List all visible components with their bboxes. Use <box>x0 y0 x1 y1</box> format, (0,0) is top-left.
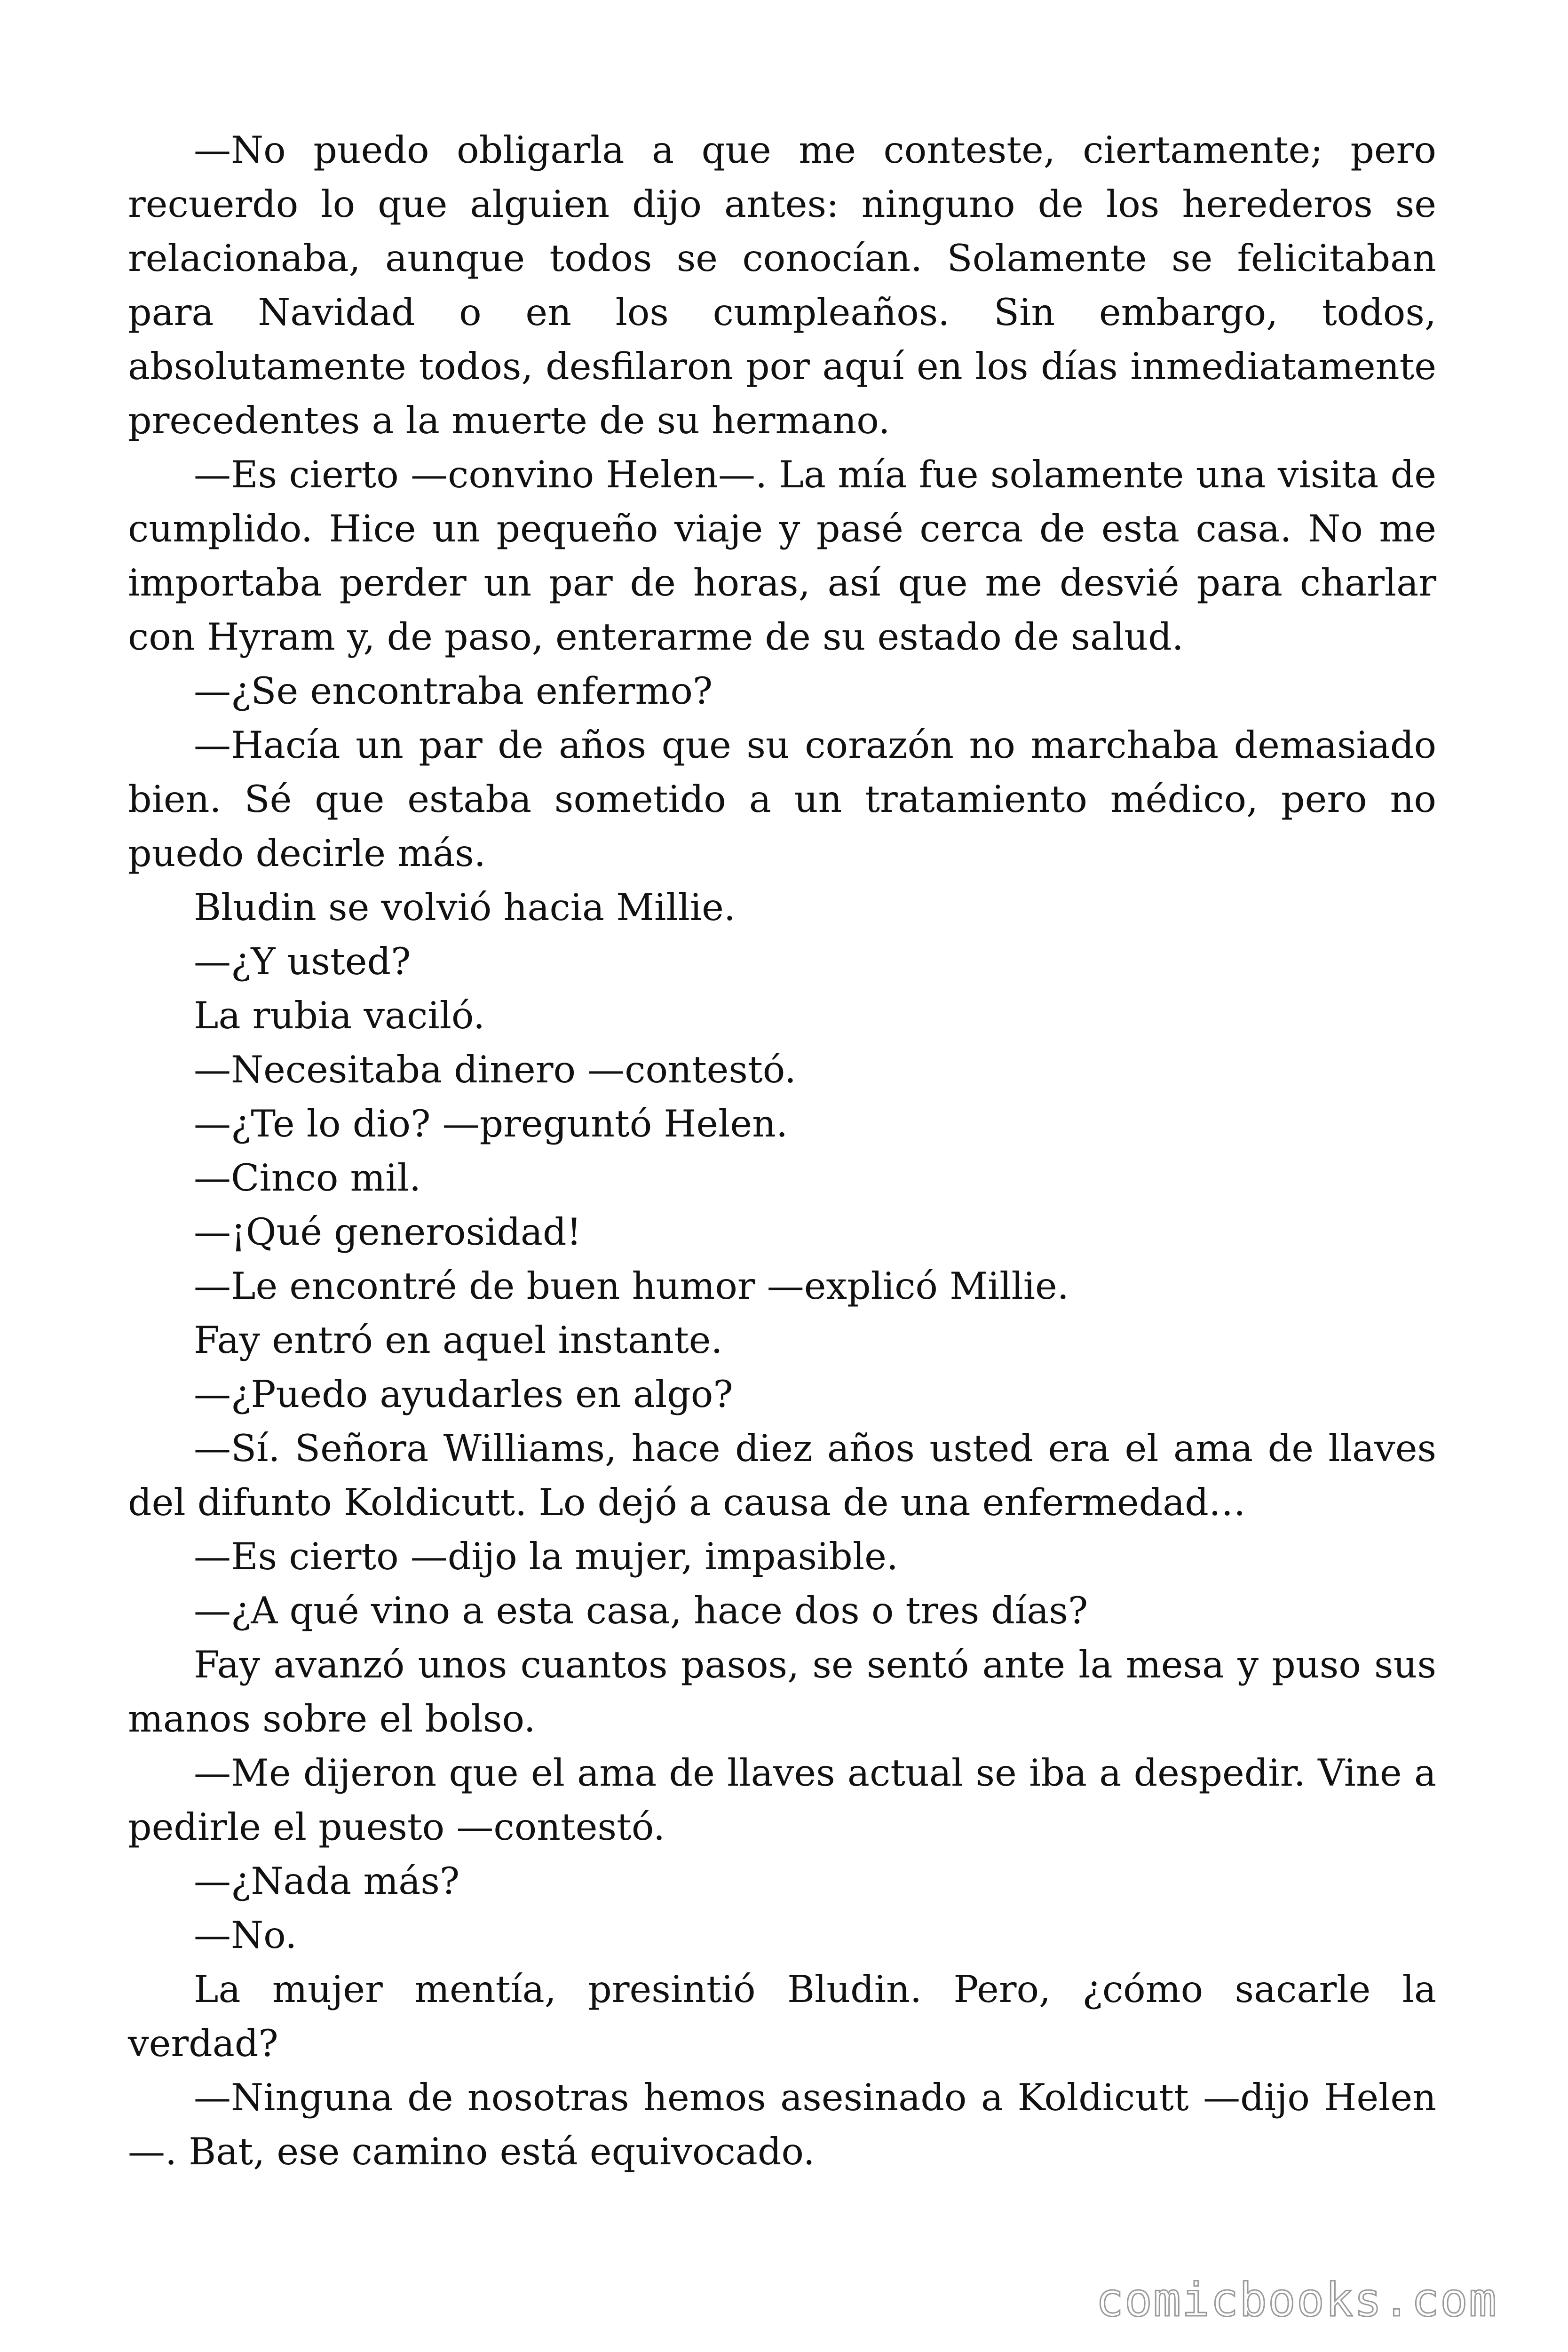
paragraph: —¿Se encontraba enfermo? <box>194 669 713 713</box>
paragraph: —¿A qué vino a esta casa, hace dos o tres días? <box>194 1589 1088 1632</box>
paragraph: —Sí. Señora Williams, hace diez años usted era el ama de llaves del difunto Koldicutt. Lo dejó a causa de una enfermedad… <box>128 1427 1436 1524</box>
paragraph: —¡Qué generosidad! <box>194 1210 582 1254</box>
paragraph: —Hacía un par de años que su corazón no marchaba demasiado bien. Sé que estaba sometido a un tratamiento médico, pero no puedo decirle más. <box>128 723 1436 875</box>
paragraph: —No. <box>194 1914 297 1957</box>
paragraph: —Le encontré de buen humor —explicó Millie. <box>194 1264 1069 1308</box>
paragraph: Fay avanzó unos cuantos pasos, se sentó ante la mesa y puso sus manos sobre el bolso. <box>128 1643 1436 1740</box>
paragraph: —Es cierto —convino Helen—. La mía fue solamente una visita de cumplido. Hice un pequeño viaje y pasé cerca de esta casa. No me importaba perder un par de horas, así que me desvié para charlar con Hyram y, de paso, enterarme de su estado de salud. <box>128 453 1436 659</box>
paragraph: —No puedo obligarla a que me conteste, ciertamente; pero recuerdo lo que alguien dijo antes: ninguno de los herederos se relacionaba, aunque todos se conocían. Solamente se felicitaban para Navidad o en los cumpleaños. Sin embargo, todos, absolutamente todos, desfilaron por aquí en los días inmediatamente precedentes a la muerte de su hermano. <box>128 128 1436 442</box>
watermark: comicbooks.com <box>1095 2273 1497 2327</box>
paragraph: —Me dijeron que el ama de llaves actual se iba a despedir. Vine a pedirle el puesto —contestó. <box>128 1751 1436 1849</box>
paragraph: —Necesitaba dinero —contestó. <box>194 1048 796 1091</box>
paragraph: —¿Y usted? <box>194 940 411 983</box>
paragraph: —Cinco mil. <box>194 1156 421 1200</box>
paragraph: La mujer mentía, presintió Bludin. Pero, ¿cómo sacarle la verdad? <box>128 1968 1436 2065</box>
paragraph: —Ninguna de nosotras hemos asesinado a Koldicutt —dijo Helen —. Bat, ese camino está equivocado. <box>128 2076 1436 2173</box>
paragraph: —¿Nada más? <box>194 1859 460 1903</box>
paragraph: —¿Te lo dio? —preguntó Helen. <box>194 1102 788 1145</box>
body-text <box>128 123 1436 2179</box>
paragraph: Bludin se volvió hacia Millie. <box>194 886 736 929</box>
paragraph: La rubia vaciló. <box>194 994 485 1037</box>
paragraph: —Es cierto —dijo la mujer, impasible. <box>194 1535 898 1578</box>
paragraph: Fay entró en aquel instante. <box>194 1319 723 1362</box>
paragraph: —¿Puedo ayudarles en algo? <box>194 1373 733 1416</box>
